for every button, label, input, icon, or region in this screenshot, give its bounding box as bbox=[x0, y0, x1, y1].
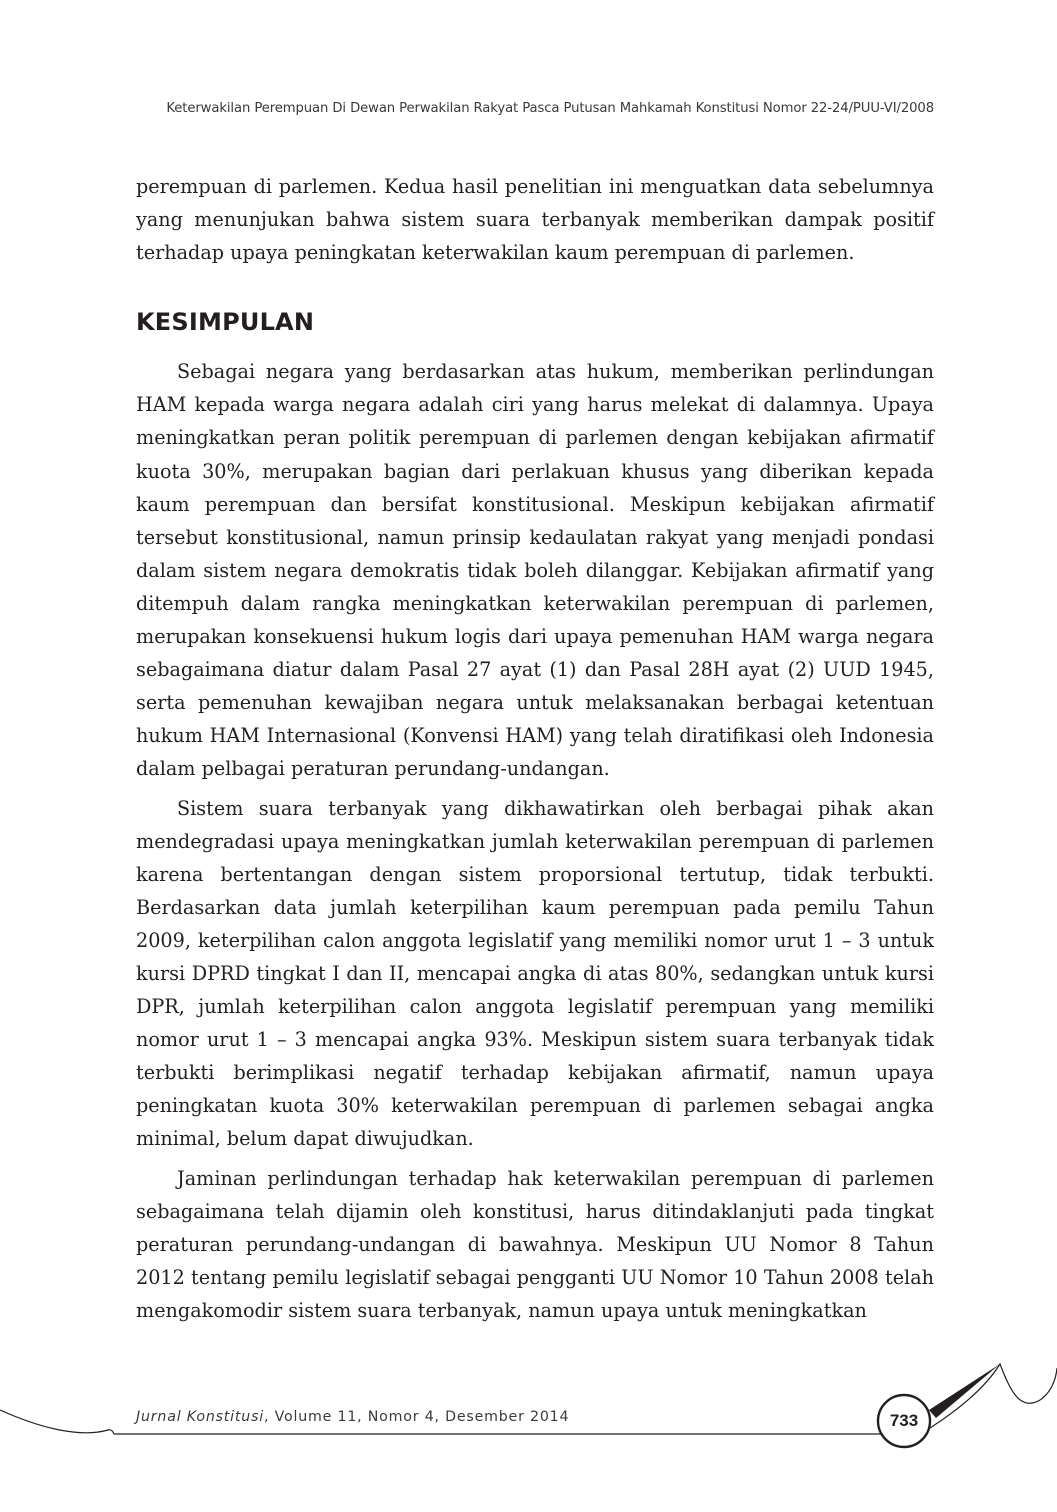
footer-swirl bbox=[930, 1364, 1057, 1428]
paragraph-3: Jaminan perlindungan terhadap hak keterwakilan perempuan di parlemen sebagaimana telah dijamin oleh konstitusi, harus ditindaklanjuti pada tingkat peraturan perundang-undangan di bawahnya. Meskipun UU Nomor 8 Tahun 2012 tentang pemilu legislatif sebagai pengganti UU Nomor 10 Tahun 2008 telah mengakomodir sistem suara terbanyak, namun upaya untuk meningkatkan bbox=[136, 1166, 934, 1322]
journal-name: Jurnal Konstitusi bbox=[136, 1409, 264, 1425]
paragraph-2: Sistem suara terbanyak yang dikhawatirkan oleh berbagai pihak akan mendegradasi upaya meningkatkan jumlah keterwakilan perempuan di parlemen karena bertentangan dengan sistem proporsional tertutup, tidak terbukti. Berdasarkan data jumlah keterpilihan kaum perempuan pada pemilu Tahun 2009, keterpilihan calon anggota legislatif yang memiliki nomor urut 1 – 3 untuk kursi DPRD tingkat I dan II, mencapai angka di atas 80%, sedangkan untuk kursi DPR, jumlah keterpilihan calon anggota legislatif perempuan yang memiliki nomor urut 1 – 3 mencapai angka 93%. Meskipun sistem suara terbanyak tidak terbukti berimplikasi negatif terhadap kebijakan afirmatif, namun upaya peningkatan kuota 30% keterwakilan perempuan di parlemen sebagai angka minimal, belum dapat diwujudkan. bbox=[136, 796, 934, 1151]
footer-citation bbox=[136, 1409, 569, 1425]
issue-info: , Volume 11, Nomor 4, Desember 2014 bbox=[264, 1409, 570, 1425]
article-body bbox=[136, 170, 934, 1327]
intro-paragraph: perempuan di parlemen. Kedua hasil penelitian ini menguatkan data sebelumnya yang menunjukan bahwa sistem suara terbanyak memberikan dampak positif terhadap upaya peningkatan keterwakilan kaum perempuan di parlemen. bbox=[136, 175, 934, 265]
page-number: 733 bbox=[889, 1411, 919, 1430]
footer-wave-line bbox=[0, 1410, 114, 1434]
running-header: Keterwakilan Perempuan Di Dewan Perwakilan Rakyat Pasca Putusan Mahkamah Konstitusi Nomor 22-24/PUU-VI/2008 bbox=[166, 101, 934, 116]
pen-nib-flourish bbox=[929, 1364, 1000, 1418]
section-heading-kesimpulan: KESIMPULAN bbox=[136, 308, 315, 337]
paragraph-1: Sebagai negara yang berdasarkan atas hukum, memberikan perlindungan HAM kepada warga negara adalah ciri yang harus melekat di dalamnya. Upaya meningkatkan peran politik perempuan di parlemen dengan kebijakan afirmatif kuota 30%, merupakan bagian dari perlakuan khusus yang diberikan kepada kaum perempuan dan bersifat konstitusional. Meskipun kebijakan afirmatif tersebut konstitusional, namun prinsip kedaulatan rakyat yang menjadi pondasi dalam sistem negara demokratis tidak boleh dilanggar. Kebijakan afirmatif yang ditempuh dalam rangka meningkatkan keterwakilan perempuan di parlemen, merupakan konsekuensi hukum logis dari upaya pemenuhan HAM warga negara sebagaimana diatur dalam Pasal 27 ayat (1) dan Pasal 28H ayat (2) UUD 1945, serta pemenuhan kewajiban negara untuk melaksanakan berbagai ketentuan hukum HAM Internasional (Konvensi HAM) yang telah diratifikasi oleh Indonesia dalam pelbagai peraturan perundang-undangan. bbox=[136, 360, 934, 781]
